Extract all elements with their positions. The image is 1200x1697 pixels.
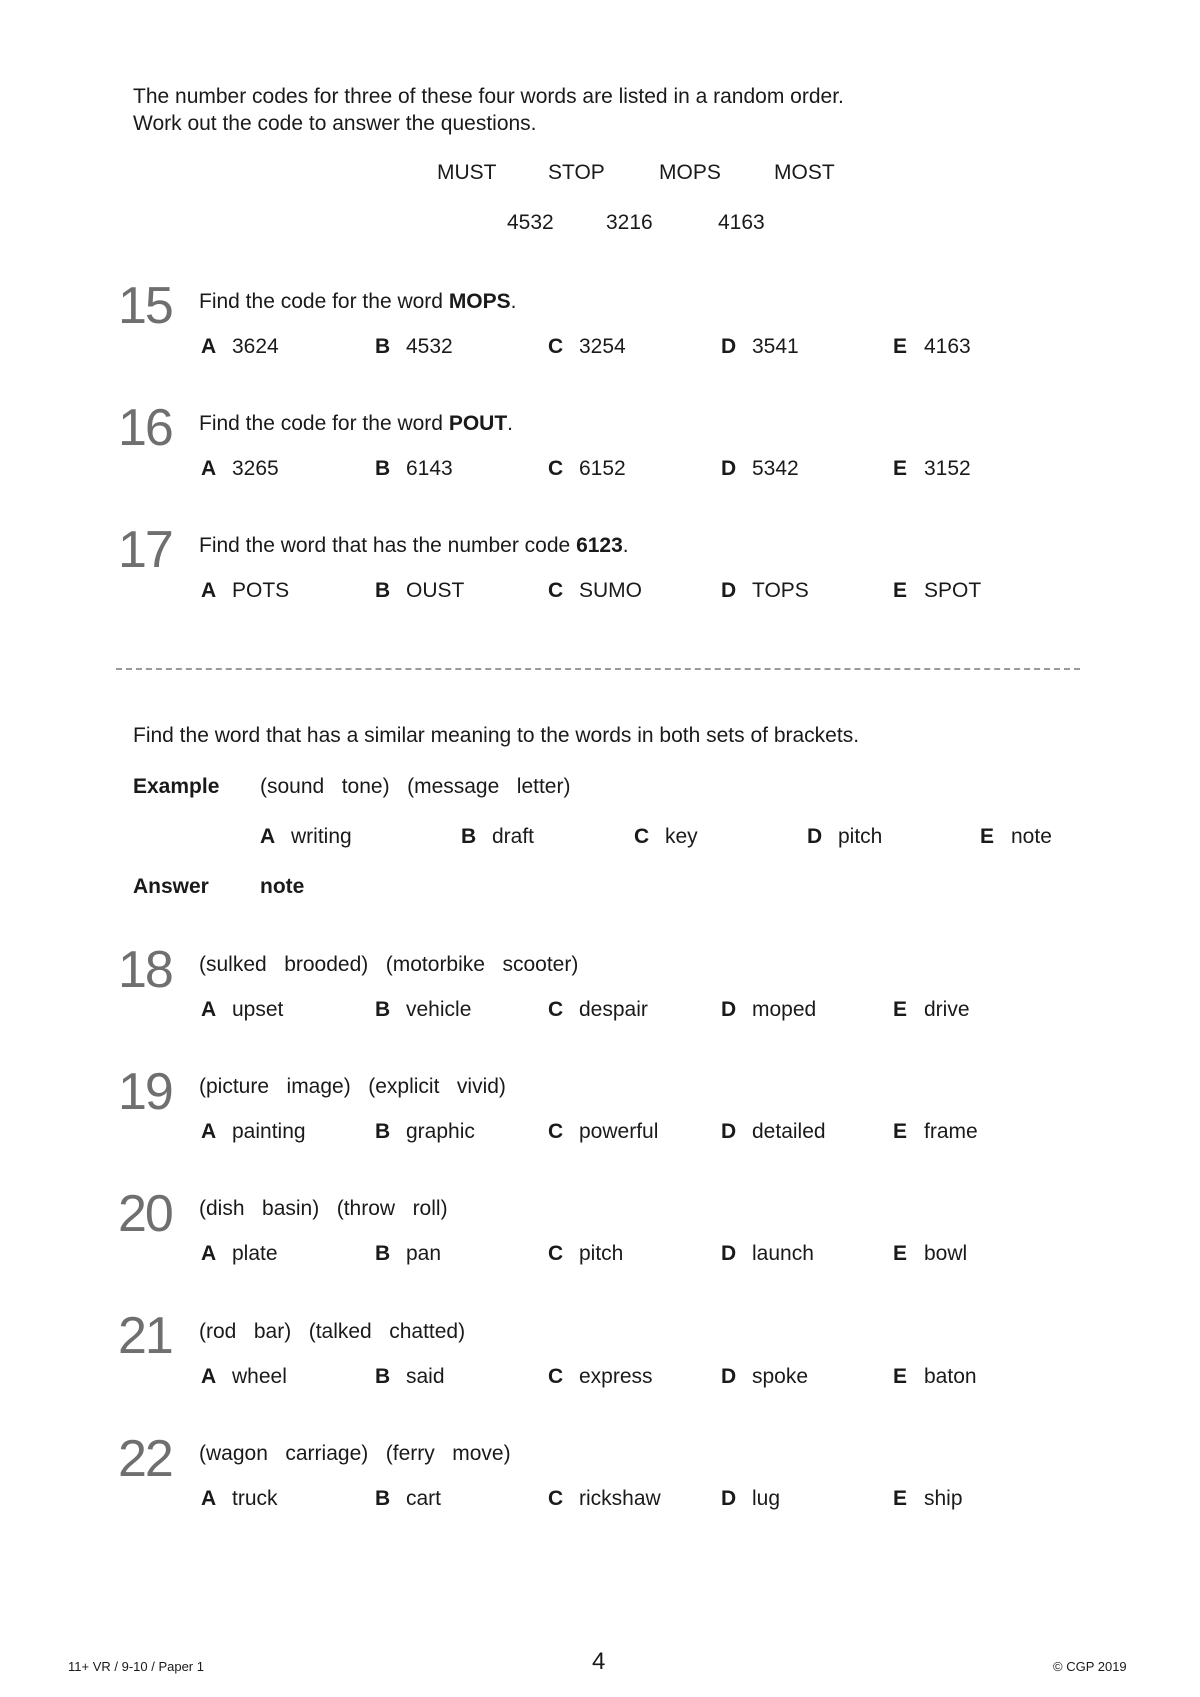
question-text-post: . — [507, 412, 513, 435]
option-value: moped — [752, 998, 817, 1021]
question-text-pre: Find the code for the word — [199, 412, 449, 435]
option-letter: B — [375, 1365, 391, 1388]
option-value: pan — [406, 1242, 442, 1265]
answer-label: Answer — [133, 875, 209, 898]
option-letter: B — [375, 579, 391, 602]
option-letter: E — [893, 1242, 908, 1265]
option-d[interactable] — [721, 998, 816, 1022]
option-letter: E — [893, 1487, 908, 1510]
option-c[interactable] — [548, 998, 648, 1022]
option-value: rickshaw — [579, 1487, 661, 1510]
option-d[interactable] — [721, 1120, 826, 1144]
option-value: SUMO — [579, 579, 642, 602]
question-keyword: POUT — [448, 412, 508, 435]
option-a[interactable] — [201, 1120, 306, 1144]
option-letter: D — [721, 1242, 737, 1265]
option-b[interactable] — [375, 457, 453, 481]
option-value: plate — [232, 1242, 278, 1265]
option-value: SPOT — [924, 579, 982, 602]
question-text: (rod bar) (talked chatted) — [199, 1320, 466, 1343]
section-intro — [133, 83, 844, 137]
option-letter: A — [201, 579, 217, 602]
option-value: launch — [752, 1242, 814, 1265]
intro-line-1: The number codes for three of these four words are listed in a random order. — [133, 85, 844, 108]
option-e[interactable] — [893, 998, 970, 1022]
option-value: writing — [291, 825, 352, 848]
option-letter: A — [201, 998, 217, 1021]
option-value: pitch — [838, 825, 883, 848]
option-value: detailed — [752, 1120, 826, 1143]
word-item: STOP — [548, 161, 605, 184]
option-b[interactable] — [375, 998, 471, 1022]
option-letter: B — [375, 457, 391, 480]
option-letter: D — [721, 1120, 737, 1143]
option-e[interactable] — [893, 457, 971, 481]
word-item: MOPS — [659, 161, 721, 184]
option-letter: C — [548, 1120, 564, 1143]
option-value: painting — [232, 1120, 306, 1143]
option-value: 4532 — [406, 335, 453, 358]
option-a[interactable] — [201, 579, 289, 603]
option-c[interactable] — [548, 335, 626, 359]
question-number: 20 — [118, 1185, 172, 1243]
option-letter: E — [893, 1120, 908, 1143]
option-value: OUST — [406, 579, 465, 602]
option-value: cart — [406, 1487, 442, 1510]
option-value: ship — [924, 1487, 963, 1510]
word-item: MOST — [774, 161, 835, 184]
question-text: (picture image) (explicit vivid) — [199, 1075, 506, 1098]
option-letter: C — [548, 335, 564, 358]
option-d[interactable] — [721, 457, 799, 481]
answer-value: note — [260, 875, 305, 898]
option-c[interactable] — [548, 457, 626, 481]
example-label: Example — [133, 775, 220, 798]
option-c[interactable] — [548, 579, 642, 603]
option-value: despair — [579, 998, 648, 1021]
option-c[interactable] — [548, 1365, 653, 1389]
option-value: 4163 — [924, 335, 971, 358]
option-b[interactable] — [375, 1242, 441, 1266]
option-b[interactable] — [375, 1365, 445, 1389]
option-letter: C — [548, 1365, 564, 1388]
option-letter: A — [201, 1365, 217, 1388]
footer-copyright: © CGP 2019 — [1053, 1659, 1127, 1674]
question-text-post: . — [622, 534, 629, 557]
page-number: 4 — [592, 1648, 606, 1675]
option-e[interactable] — [893, 1487, 963, 1511]
option-a[interactable] — [201, 1242, 278, 1266]
option-letter: E — [980, 825, 995, 848]
option-value: baton — [924, 1365, 977, 1388]
option-letter: C — [548, 457, 564, 480]
option-letter: C — [548, 998, 564, 1021]
option-value: vehicle — [406, 998, 472, 1021]
option-letter: D — [721, 1487, 737, 1510]
section-instruction: Find the word that has a similar meaning to the words in both sets of brackets. — [133, 724, 860, 747]
option-value: lug — [752, 1487, 781, 1510]
option-value: 5342 — [752, 457, 799, 480]
option-value: 3254 — [579, 335, 626, 358]
option-letter: D — [721, 998, 737, 1021]
question-number: 18 — [118, 941, 172, 999]
option-letter: A — [201, 457, 217, 480]
option-c[interactable] — [548, 1242, 623, 1266]
option-letter: A — [201, 1120, 217, 1143]
example-option-a — [260, 825, 352, 849]
option-letter: D — [721, 335, 737, 358]
option-value: said — [406, 1365, 445, 1388]
option-b[interactable] — [375, 335, 453, 359]
example-option-b — [461, 825, 534, 849]
option-letter: B — [461, 825, 477, 848]
example-option-d — [807, 825, 882, 849]
option-value: key — [665, 825, 698, 848]
option-a[interactable] — [201, 457, 279, 481]
option-e[interactable] — [893, 1365, 977, 1389]
option-value: 3541 — [752, 335, 799, 358]
option-c[interactable] — [548, 1487, 661, 1511]
question-number: 22 — [118, 1430, 172, 1488]
section-divider — [116, 668, 1080, 670]
option-value: graphic — [406, 1120, 475, 1143]
option-value: wheel — [232, 1365, 287, 1388]
option-value: upset — [232, 998, 284, 1021]
option-value: frame — [924, 1120, 978, 1143]
example-text: (sound tone) (message letter) — [260, 775, 571, 798]
option-d[interactable] — [721, 1365, 808, 1389]
option-value: powerful — [579, 1120, 659, 1143]
option-b[interactable] — [375, 579, 464, 603]
option-value: truck — [232, 1487, 278, 1510]
option-value: draft — [492, 825, 535, 848]
question-text — [199, 534, 629, 558]
option-letter: D — [721, 457, 737, 480]
question-text — [199, 290, 517, 314]
option-letter: B — [375, 335, 391, 358]
question-number: 17 — [118, 521, 172, 579]
option-d[interactable] — [721, 579, 809, 603]
question-keyword: 6123 — [576, 534, 623, 557]
question-text-pre: Find the code for the word — [199, 290, 449, 313]
option-e[interactable] — [893, 335, 971, 359]
option-letter: A — [201, 1242, 217, 1265]
option-value: 3624 — [232, 335, 279, 358]
option-letter: D — [721, 579, 737, 602]
option-letter: A — [201, 1487, 217, 1510]
option-letter: B — [375, 998, 391, 1021]
option-letter: C — [634, 825, 650, 848]
question-text: (sulked brooded) (motorbike scooter) — [199, 953, 579, 976]
option-letter: E — [893, 1365, 908, 1388]
option-letter: C — [548, 1242, 564, 1265]
option-value: bowl — [924, 1242, 968, 1265]
option-b[interactable] — [375, 1487, 441, 1511]
option-value: TOPS — [752, 579, 809, 602]
question-keyword: MOPS — [448, 290, 511, 313]
code-item: 3216 — [606, 211, 653, 234]
code-item: 4532 — [507, 211, 554, 234]
option-a[interactable] — [201, 1487, 278, 1511]
question-number: 15 — [118, 277, 172, 335]
question-text: (dish basin) (throw roll) — [199, 1197, 448, 1220]
footer-paper-ref: 11+ VR / 9-10 / Paper 1 — [68, 1659, 204, 1674]
option-value: pitch — [579, 1242, 624, 1265]
option-e[interactable] — [893, 1120, 978, 1144]
option-letter: C — [548, 1487, 564, 1510]
question-number: 16 — [118, 399, 172, 457]
example-option-c — [634, 825, 698, 849]
option-value: 3152 — [924, 457, 971, 480]
question-number: 21 — [118, 1307, 172, 1365]
option-letter: A — [201, 335, 217, 358]
option-letter: A — [260, 825, 276, 848]
intro-line-2: Work out the code to answer the questions. — [133, 112, 537, 135]
option-a[interactable] — [201, 1365, 287, 1389]
option-letter: E — [893, 457, 908, 480]
option-d[interactable] — [721, 1487, 780, 1511]
option-a[interactable] — [201, 335, 279, 359]
option-c[interactable] — [548, 1120, 658, 1144]
option-letter: E — [893, 998, 908, 1021]
option-value: POTS — [232, 579, 290, 602]
option-letter: D — [807, 825, 823, 848]
question-text: (wagon carriage) (ferry move) — [199, 1442, 511, 1465]
question-text-post: . — [510, 290, 517, 313]
option-e[interactable] — [893, 579, 981, 603]
option-d[interactable] — [721, 1242, 814, 1266]
option-value: 6143 — [406, 457, 453, 480]
option-value: spoke — [752, 1365, 809, 1388]
option-letter: B — [375, 1242, 391, 1265]
question-text-pre: Find the word that has the number code — [199, 534, 577, 557]
option-b[interactable] — [375, 1120, 475, 1144]
question-number: 19 — [118, 1063, 172, 1121]
option-value: express — [579, 1365, 653, 1388]
option-value: drive — [924, 998, 970, 1021]
option-value: 6152 — [579, 457, 626, 480]
option-a[interactable] — [201, 998, 283, 1022]
word-item: MUST — [437, 161, 497, 184]
option-value: 3265 — [232, 457, 279, 480]
question-text — [199, 412, 513, 436]
option-letter: B — [375, 1487, 391, 1510]
code-item: 4163 — [718, 211, 765, 234]
option-d[interactable] — [721, 335, 799, 359]
option-letter: C — [548, 579, 564, 602]
option-letter: E — [893, 579, 908, 602]
option-letter: D — [721, 1365, 737, 1388]
option-letter: B — [375, 1120, 391, 1143]
option-letter: E — [893, 335, 908, 358]
option-value: note — [1011, 825, 1052, 848]
example-option-e — [980, 825, 1052, 849]
option-e[interactable] — [893, 1242, 967, 1266]
